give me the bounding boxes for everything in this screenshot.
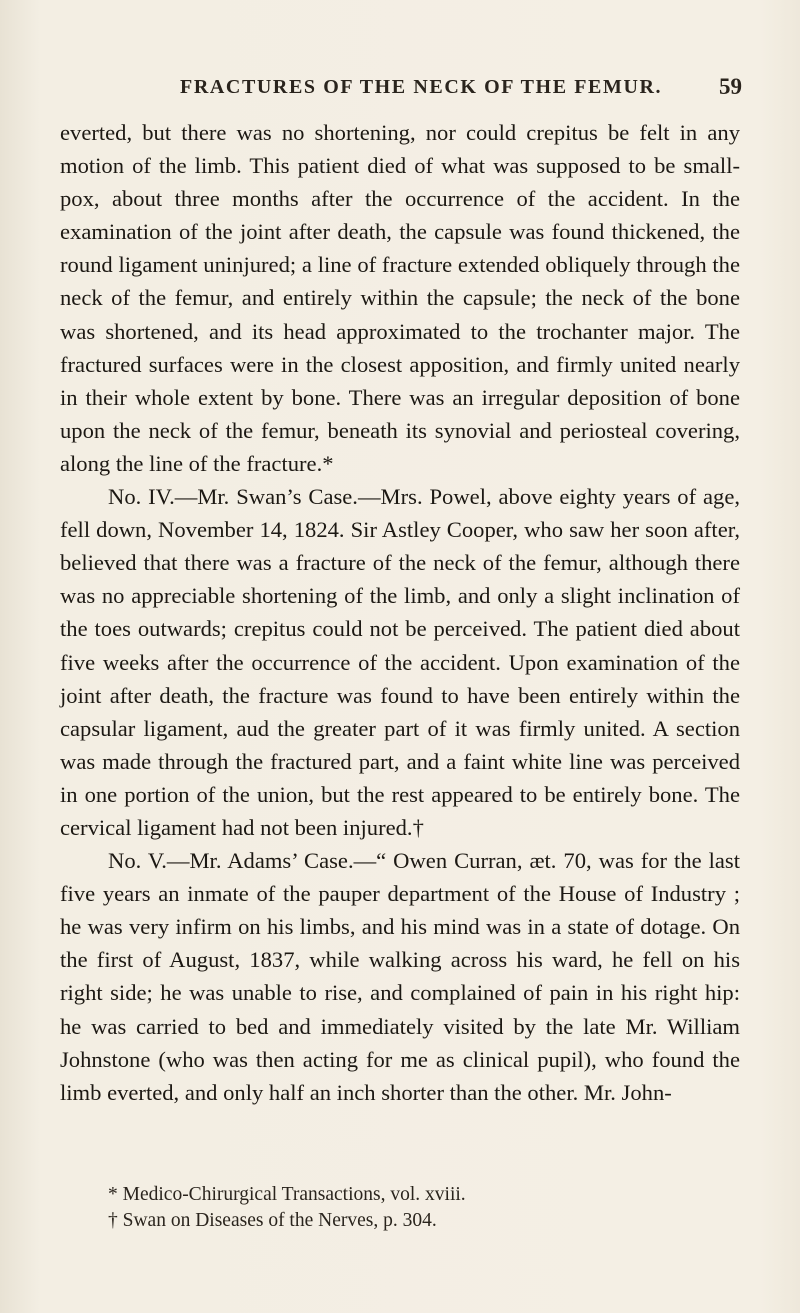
page-number: 59 <box>719 74 742 99</box>
running-head: FRACTURES OF THE NECK OF THE FEMUR. <box>180 76 663 98</box>
page-header <box>180 76 740 99</box>
paragraph-continuation: everted, but there was no shortening, nor could crepitus be felt in any motion of the limb. This patient died of what was supposed to be small-pox, about three months after the occurrence of the accident. In the examination of the joint after death, the capsule was found thickened, the round ligament uninjured; a line of fracture extended obliquely through the neck of the femur, and entirely within the capsule; the neck of the bone was shortened, and its head approximated to the trochanter major. The fractured surfaces were in the closest apposition, and firmly united nearly in their whole extent by bone. There was an irregular deposition of bone upon the neck of the femur, beneath its synovial and periosteal covering, along the line of the fracture.* <box>60 120 740 476</box>
footnotes <box>60 1182 740 1234</box>
paragraph-case-iv: No. IV.—Mr. Swan’s Case.—Mrs. Powel, above eighty years of age, fell down, November 14, 1824. Sir Astley Cooper, who saw her soon after, believed that there was a fracture of the neck of the femur, although there was no appreciable shortening of the limb, and only a slight inclination of the toes outwards; crepitus could not be perceived. The patient died about five weeks after the occurrence of the accident. Upon examination of the joint after death, the fracture was found to have been entirely within the capsular ligament, aud the greater part of it was firmly united. A section was made through the fractured part, and a faint white line was perceived in one portion of the union, but the rest appeared to be entirely bone. The cervical ligament had not been injured.† <box>60 484 740 840</box>
footnote-1: * Medico-Chirurgical Transactions, vol. xviii. <box>108 1184 466 1205</box>
body-text <box>60 116 740 1109</box>
footnote-2: † Swan on Diseases of the Nerves, p. 304. <box>108 1210 437 1231</box>
paragraph-case-v: No. V.—Mr. Adams’ Case.—“ Owen Curran, æt. 70, was for the last five years an inmate of the pauper department of the House of Industry ; he was very infirm on his limbs, and his mind was in a state of dotage. On the first of August, 1837, while walking across his ward, he fell on his right side; he was unable to rise, and complained of pain in his right hip: he was carried to bed and immediately visited by the late Mr. William Johnstone (who was then acting for me as clinical pupil), who found the limb everted, and only half an inch shorter than the other. Mr. John- <box>60 848 740 1105</box>
